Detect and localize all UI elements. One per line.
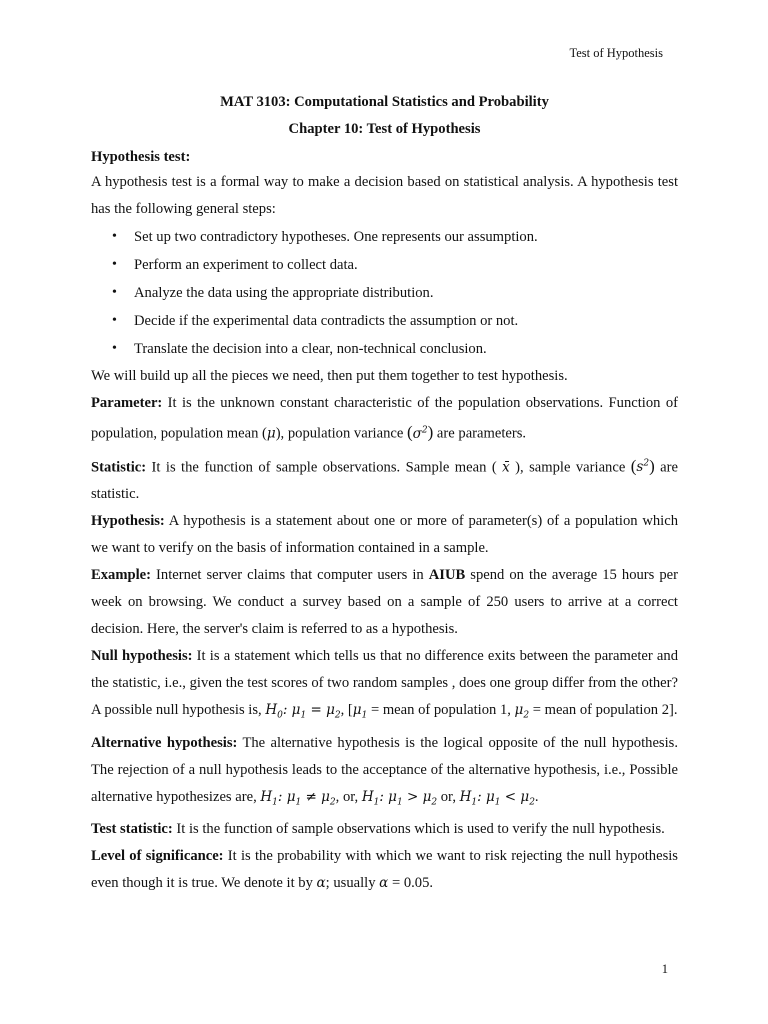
null-text-d: = mean of population 2]. (529, 702, 678, 718)
alternative-text-a: The alternative hypothesis is the logical opposite of the null hypothesis. The rejection of a null hypothesis leads to the acceptance of the alternative hypothesis, i.e., Possible alternative hypothesizes are, (91, 734, 678, 805)
s-symbol: $s^2$ (636, 458, 650, 475)
statistic-text-b: , sample variance (520, 459, 631, 475)
alt-formula-gt: $H_1$: $\mu_1 > \mu_2$ (361, 788, 438, 808)
aiub-term: AIUB (428, 567, 466, 583)
null-hypothesis-term: Null hypothesis: (91, 648, 193, 664)
course-title: MAT 3103: Computational Statistics and Probability (220, 94, 549, 110)
page-number: 1 (661, 962, 668, 976)
hypothesis-text: A hypothesis is a statement about one or more of parameter(s) of a population which we want to verify on the basis of information contained in a sample. (91, 513, 678, 556)
list-item: • Analyze the data using the appropriate distribution. (134, 279, 678, 307)
example-paragraph (91, 562, 678, 643)
significance-text-a: It is the probability with which we want to risk rejecting the null hypothesis even though it is true. We denote it by (91, 848, 678, 892)
test-statistic-paragraph (91, 816, 678, 843)
running-header: Test of Hypothesis (569, 46, 663, 60)
example-text-a: Internet server claims that computer users in (151, 567, 429, 583)
list-item: • Perform an experiment to collect data. (134, 251, 678, 279)
statistic-term: Statistic: (91, 459, 147, 475)
parameter-text-b: ), population variance (275, 425, 407, 442)
build-up-paragraph: We will build up all the pieces we need, then put them together to test hypothesis. (91, 368, 568, 384)
alternative-hypothesis-paragraph: Alternative hypothesis: The alternative hypothesis is the logical opposite of the null hypothesis. The rejection of a null hypothesis leads to the acceptance of the alternative hypothesis, i.e., Possible alternative hypothesizes are, $H_1$: $\mu_1 \ne \mu_2$, or, $H_1$: $\mu_1 > \mu_2$ or, $H_1$: $\mu_1 < \mu_2$. (91, 734, 678, 808)
significance-text-b: ; usually (325, 875, 380, 892)
document-body (91, 92, 678, 897)
list-item: • Set up two contradictory hypotheses. One represents our assumption. (134, 223, 678, 251)
significance-paragraph (91, 843, 678, 897)
intro-paragraph: A hypothesis test is a formal way to make a decision based on statistical analysis. A hypothesis test has the following general steps: (91, 174, 678, 217)
null-text-c: = mean of population 1, (367, 702, 515, 718)
hypothesis-paragraph (91, 508, 678, 562)
example-term: Example: (91, 567, 151, 583)
example-text-b: spend on the average 15 hours per week on browsing. We conduct a survey based on a sample of 250 users to arrive at a correct decision. Here, the server's claim is referred to as a hypothesis. (91, 567, 678, 637)
statistic-text-a: It is the function of sample observations. Sample mean (146, 459, 492, 475)
test-statistic-text: It is the function of sample observations which is used to verify the null hypothesis. (172, 821, 665, 838)
mu-symbol: μ (266, 425, 276, 442)
hypothesis-term: Hypothesis: (91, 513, 165, 529)
statistic-paragraph: Statistic: It is the function of sample observations. Sample mean ( x̄ ), sample variance $(s^2)$ are statistic. (91, 456, 678, 502)
significance-text-c: = 0.05. (388, 875, 434, 892)
null-formula: $H_0$: $\mu_1 = \mu_2$ (265, 702, 341, 721)
alt-formula-neq: $H_1$: $\mu_1 \ne \mu_2$ (260, 788, 336, 808)
list-item: • Translate the decision into a clear, non-technical conclusion. (134, 335, 678, 363)
list-item: • Decide if the experimental data contradicts the assumption or not. (134, 307, 678, 335)
statistic-text-c: are statistic. (91, 459, 678, 502)
null-hypothesis-paragraph (91, 643, 678, 730)
sigma-symbol: $\sigma^2$ (412, 425, 428, 442)
alpha-symbol: α (379, 875, 389, 892)
alternative-hypothesis-term: Alternative hypothesis: (91, 734, 238, 751)
test-statistic-term: Test statistic: (91, 821, 173, 838)
null-text-a: It is a statement which tells us that no difference exits between the parameter and the statistic, i.e., given the test scores of two random samples , does one group differ from the other? A possible null hypothesis is, (91, 648, 678, 718)
alt-formula-lt: $H_1$: $\mu_1 < \mu_2$ (459, 788, 535, 808)
parameter-text-a: It is the unknown constant characteristic of the population observations. Function of population, population mean ( (91, 395, 678, 442)
null-text-b: , [ (340, 702, 353, 718)
section-heading: Hypothesis test: (91, 149, 191, 165)
chapter-title: Chapter 10: Test of Hypothesis (288, 121, 481, 137)
parameter-term: Parameter: (91, 395, 163, 411)
significance-term: Level of significance: (91, 848, 224, 865)
mu2-symbol: $\mu_2$ (514, 702, 530, 721)
mu1-symbol: $\mu_1$ (352, 702, 368, 721)
parameter-text-c: are parameters. (433, 425, 527, 442)
steps-list (91, 223, 678, 363)
alpha-symbol: α (316, 875, 326, 892)
xbar-symbol: x̄ (502, 459, 510, 475)
parameter-paragraph: Parameter: It is the unknown constant characteristic of the population observations. Function of population, population mean (μ), population variance $(\sigma^2)$ are parameters. (91, 395, 678, 442)
